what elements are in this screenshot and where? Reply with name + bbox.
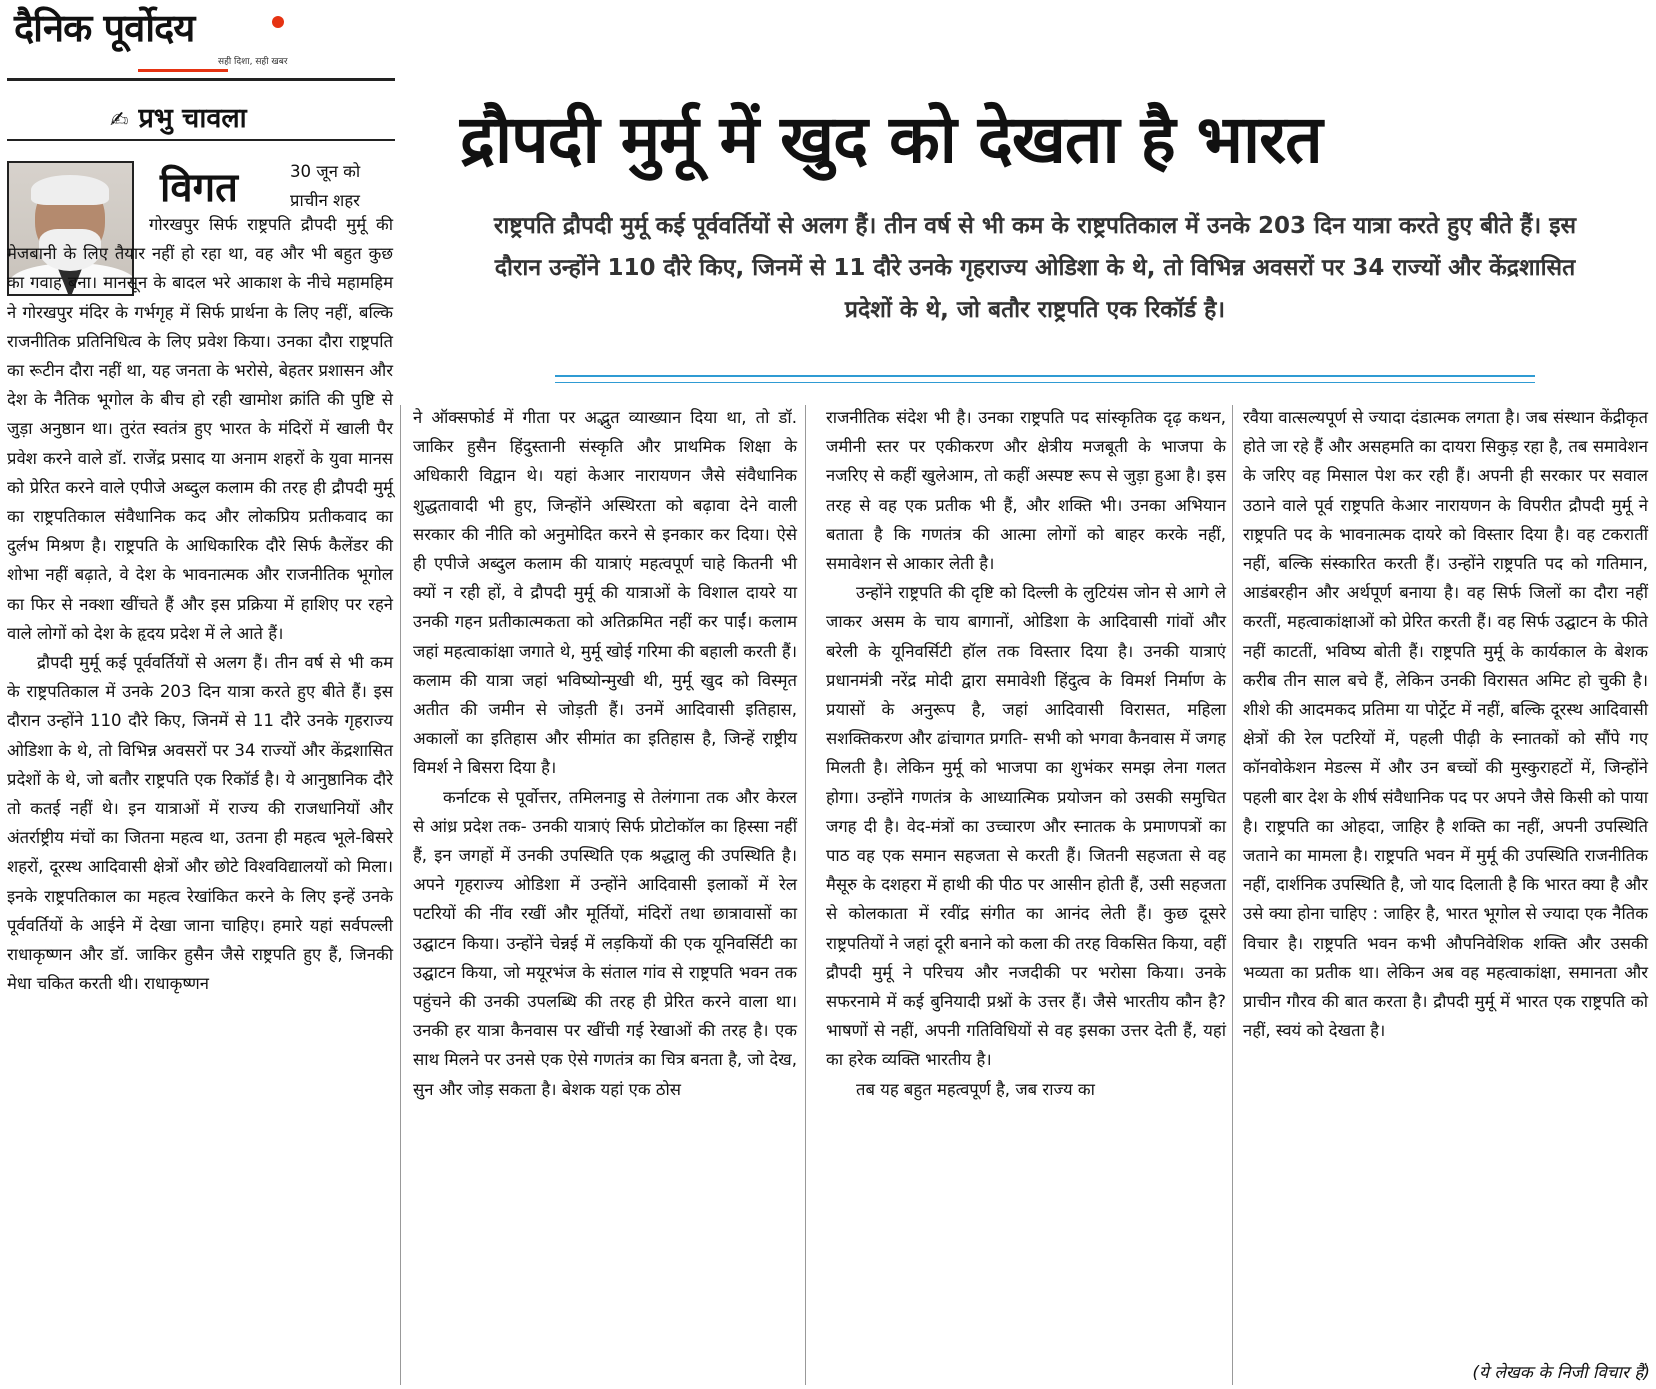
logo-underline — [138, 69, 228, 72]
column-separator — [400, 405, 401, 1385]
newspaper-logo: दैनिक पूर्वोदय — [14, 6, 195, 50]
pen-icon: ✍ — [110, 108, 129, 133]
drop-word: विगत — [160, 165, 238, 211]
article-column-4 — [1243, 403, 1648, 1045]
deck-rule — [555, 375, 1535, 377]
deck: राष्ट्रपति द्रौपदी मुर्मू कई पूर्ववर्तियों से अलग हैं। तीन वर्ष से भी कम के राष्ट्रपतिकाल में उनके 203 दिन यात्रा करते हुए बीते हैं। इस दौरान उन्होंने 110 दौरे किए, जिनमें से 11 दौरे उनके गृहराज्य ओडिशा के थे, तो विभिन्न अवसरों पर 34 राज्यों और केंद्रशासित प्रदेशों के थे, जो बतौर राष्ट्रपति एक रिकॉर्ड है। — [493, 213, 1577, 323]
masthead-rule — [7, 78, 395, 81]
col1-para-1: गोरखपुर सिर्फ राष्ट्रपति द्रौपदी मुर्मू की मेजबानी के लिए तैयार नहीं हो रहा था, वह और भी बहुत कुछ का गवाह बना। मानसून के बादल भरे आकाश के नीचे महामहिम ने गोरखपुर मंदिर के गर्भगृह में सिर्फ प्रार्थना के लिए नहीं, बल्कि राजनीतिक प्रतिनिधित्व के लिए प्रवेश किया। उनका दौरा राष्ट्रपति का रूटीन दौरा नहीं था, यह जनता के भरोसे, बेहतर प्रशासन और देश के नैतिक भूगोल के बीच हो रही खामोश क्रांति की पुष्टि से जुड़ा अनुष्ठान था। तुरंत स्वतंत्र हुए भारत के मंदिरों में खाली पैर प्रवेश करने वाले डॉ. राजेंद्र प्रसाद या अनाम शहरों के युवा मानस को प्रेरित करने वाले एपीजे अब्दुल कलाम की तरह ही द्रौपदी मुर्मू का राष्ट्रपतिकाल संवैधानिक कद और लोकप्रिय प्रतीकवाद का दुर्लभ मिश्रण है। राष्ट्रपति के आधिकारिक दौरे सिर्फ कैलेंडर की शोभा नहीं बढ़ाते, वे देश के भावनात्मक और राजनीतिक भूगोल का फिर से नक्शा खींचते हैं और इस प्रक्रिया में हाशिए पर रहने वाले लोगों को देश के हृदय प्रदेश में ले आते हैं। — [7, 215, 393, 643]
article-column-2 — [413, 403, 797, 1104]
col3-para-1: राजनीतिक संदेश भी है। उनका राष्ट्रपति पद सांस्कृतिक दृढ़ कथन, जमीनी स्तर पर एकीकरण और क्षेत्रीय मजबूती के भाजपा के नजरिए से कहीं खुलेआम, तो कहीं अस्पष्ट रूप से जुड़ा हुआ है। इस तरह से वह एक प्रतीक भी हैं, और शक्ति भी। उनका अभियान बताता है कि गणतंत्र की आत्मा लोगों को बाहर करके नहीं, समावेशन से आकार लेती है। — [826, 408, 1226, 574]
col2-para-2: कर्नाटक से पूर्वोत्तर, तमिलनाडु से तेलंगाना तक और केरल से आंध्र प्रदेश तक- उनकी यात्राएं सिर्फ प्रोटोकॉल का हिस्सा नहीं हैं, इन जगहों में उनकी उपस्थिति एक श्रद्धालु की उपस्थिति है। अपने गृहराज्य ओडिशा में उन्होंने आदिवासी इलाकों में रेल पटरियों की नींव रखीं और मूर्तियों, मंदिरों तथा छात्रावासों का उद्घाटन किया। उन्होंने चेन्नई में लड़कियों की एक यूनिवर्सिटी का उद्घाटन किया, जो मयूरभंज के संताल गांव से राष्ट्रपति भवन तक पहुंचने की उनकी उपलब्धि की तरह ही प्रेरित करने वाला था। उनकी हर यात्रा कैनवास पर खींची गई रेखाओं की तरह है। एक साथ मिलने पर उनसे एक ऐसे गणतंत्र का चित्र बनता है, जो देख, सुन और जोड़ सकता है। बेशक यहां एक ठोस — [413, 787, 797, 1099]
deck-rule-secondary — [555, 382, 1535, 383]
logo-dot-icon — [272, 16, 284, 28]
col4-para-1: रवैया वात्सल्यपूर्ण से ज्यादा दंडात्मक लगता है। जब संस्थान केंद्रीकृत होते जा रहे हैं और असहमति का दायरा सिकुड़ रहा है, तब समावेशन के जरिए वह मिसाल पेश कर रही हैं। अपनी ही सरकार पर सवाल उठाने वाले पूर्व राष्ट्रपति केआर नारायणन के विपरीत द्रौपदी मुर्मू ने राष्ट्रपति पद के भावनात्मक दायरे को विस्तार दिया है। वह टकरातीं नहीं, बल्कि संस्कारित करती हैं। उन्होंने राष्ट्रपति पद को गतिमान, आडंबरहीन और अर्थपूर्ण बनाया है। वह सिर्फ जिलों का दौरा नहीं करतीं, महत्वाकांक्षाओं को प्रेरित करती हैं। वह सिर्फ उद्घाटन के फीते नहीं काटतीं, भविष्य बोती हैं। राष्ट्रपति मुर्मू के कार्यकाल के बेशक करीब तीन साल बचे हैं, लेकिन उनकी विरासत अमिट हो चुकी है। शीशे की आदमकद प्रतिमा या पोर्ट्रेट में नहीं, बल्कि दूरस्थ आदिवासी क्षेत्रों की रेल पटरियों में, पहली पीढ़ी के स्नातकों को सौंपे गए कॉनवोकेशन मेडल्स में और उन बच्चों की मुस्कुराहटों में, जिन्होंने पहली बार देश के शीर्ष संवैधानिक पद पर अपने जैसे किसी को पाया है। राष्ट्रपति का ओहदा, जाहिर है शक्ति का नहीं, अपनी उपस्थिति जताने का मामला है। राष्ट्रपति भवन में मुर्मू की उपस्थिति राजनीतिक नहीं, दार्शनिक उपस्थिति है, जो याद दिलाती है कि भारत क्या है और उसे क्या होना चाहिए : जाहिर है, भारत भूगोल से ज्यादा एक नैतिक विचार है। राष्ट्रपति भवन कभी औपनिवेशिक शक्ति और उसकी भव्यता का प्रतीक था। लेकिन अब वह महत्वाकांक्षा, समानता और प्राचीन गौरव की बात करता है। द्रौपदी मुर्मू में भारत एक राष्ट्रपति को नहीं, स्वयं को देखता है। — [1243, 408, 1648, 1041]
intro-text: 30 जून को प्राचीन शहर — [290, 162, 361, 210]
column-separator — [1232, 405, 1233, 1385]
headline: द्रौपदी मुर्मू में खुद को देखता है भारत — [460, 101, 1322, 178]
masthead — [14, 4, 394, 78]
article-column-1 — [7, 210, 393, 998]
newspaper-tagline: सही दिशा, सही खबर — [218, 57, 288, 67]
author-disclaimer: (ये लेखक के निजी विचार हैं) — [1472, 1363, 1650, 1383]
col3-para-3: तब यह बहुत महत्वपूर्ण है, जब राज्य का — [856, 1079, 1095, 1099]
col2-para-1: ने ऑक्सफोर्ड में गीता पर अद्भुत व्याख्यान दिया था, तो डॉ. जाकिर हुसैन हिंदुस्तानी संस्कृति और प्राथमिक शिक्षा के अधिकारी विद्वान थे। यहां केआर नारायणन जैसे संवैधानिक शुद्धतावादी भी हुए, जिन्होंने अस्थिरता को बढ़ावा देने वाली सरकार की नीति को अनुमोदित करने से इनकार कर दिया। ऐसे ही एपीजे अब्दुल कलाम की यात्राएं महत्वपूर्ण चाहे कितनी भी क्यों न रही हों, वे द्रौपदी मुर्मू की यात्राओं के विशाल दायरे या उनकी गहन प्रतीकात्मकता को अतिक्रमित नहीं कर पाईं। कलाम जहां महत्वाकांक्षा जगाते थे, मुर्मू खोई गरिमा की बहाली करती हैं। कलाम की यात्रा जहां भविष्योन्मुखी थी, मुर्मू खुद को विस्मृत अतीत की जमीन से जोड़ती हैं। उनमें आदिवासी इतिहास, अकालों का इतिहास और सीमांत का इतिहास है, जिन्हें राष्ट्रीय विमर्श ने बिसरा दिया है। — [413, 408, 797, 778]
col1-para-2: द्रौपदी मुर्मू कई पूर्ववर्तियों से अलग हैं। तीन वर्ष से भी कम के राष्ट्रपतिकाल में उनके 203 दिन यात्रा करते हुए बीते हैं। इस दौरान उन्होंने 110 दौरे किए, जिनमें से 11 दौरे उनके गृहराज्य ओडिशा के थे, तो विभिन्न अवसरों पर 34 राज्यों और केंद्रशासित प्रदेशों के थे, जो बतौर राष्ट्रपति एक रिकॉर्ड है। ये आनुष्ठानिक दौरे तो कतई नहीं थे। इन यात्राओं में राज्य की राजधानियों और अंतर्राष्ट्रीय मंचों का जितना महत्व था, उतना ही महत्व भूले-बिसरे शहरों, दूरस्थ आदिवासी क्षेत्रों और छोटे विश्वविद्यालयों को मिला। इनके राष्ट्रपतिकाल का महत्व रेखांकित करने के लिए इन्हें उनके पूर्ववर्तियों के आईने में देखा जाना चाहिए। हमारे यहां सर्वपल्ली राधाकृष्णन और डॉ. जाकिर हुसैन जैसे राष्ट्रपति हुए हैं, जिनकी मेधा चकित करती थी। राधाकृष्णन — [7, 653, 393, 994]
article-column-3 — [826, 403, 1226, 1104]
column-separator — [805, 405, 806, 1385]
byline — [110, 98, 247, 135]
byline-rule — [7, 139, 395, 141]
author-name: प्रभु चावला — [138, 103, 247, 134]
col3-para-2: उन्होंने राष्ट्रपति की दृष्टि को दिल्ली के लुटियंस जोन से आगे ले जाकर असम के चाय बागानों, ओडिशा के आदिवासी गांवों और बरेली के यूनिवर्सिटी हॉल तक विस्तार दिया है। उनकी यात्राएं प्रधानमंत्री नरेंद्र मोदी द्वारा समावेशी हिंदुत्व के विमर्श निर्माण के प्रयासों के अनुरूप है, जहां आदिवासी विरासत, महिला सशक्तिकरण और ढांचागत प्रगति- सभी को भगवा कैनवास में जगह मिलती है। लेकिन मुर्मू को भाजपा का शुभंकर समझ लेना गलत होगा। उन्होंने गणतंत्र के आध्यात्मिक प्रयोजन को उसकी समुचित जगह दी है। वेद-मंत्रों का उच्चारण और स्नातक के प्रमाणपत्रों का पाठ वह एक समान सहजता से करती हैं। जितनी सहजता से वह मैसूरु के दशहरा में हाथी की पीठ पर आसीन होती हैं, उसी सहजता से कोलकाता में रवींद्र संगीत का आनंद लेती हैं। कुछ दूसरे राष्ट्रपतियों ने जहां दूरी बनाने को कला की तरह विकसित किया, वहीं द्रौपदी मुर्मू ने परिचय और नजदीकी पर भरोसा किया। उनके सफरनामे में कई बुनियादी प्रश्नों के उत्तर हैं। जैसे भारतीय कौन है? भाषणों से नहीं, अपनी गतिविधियों से वह इसका उत्तर देती हैं, यहां का हरेक व्यक्ति भारतीय है। — [826, 583, 1226, 1070]
